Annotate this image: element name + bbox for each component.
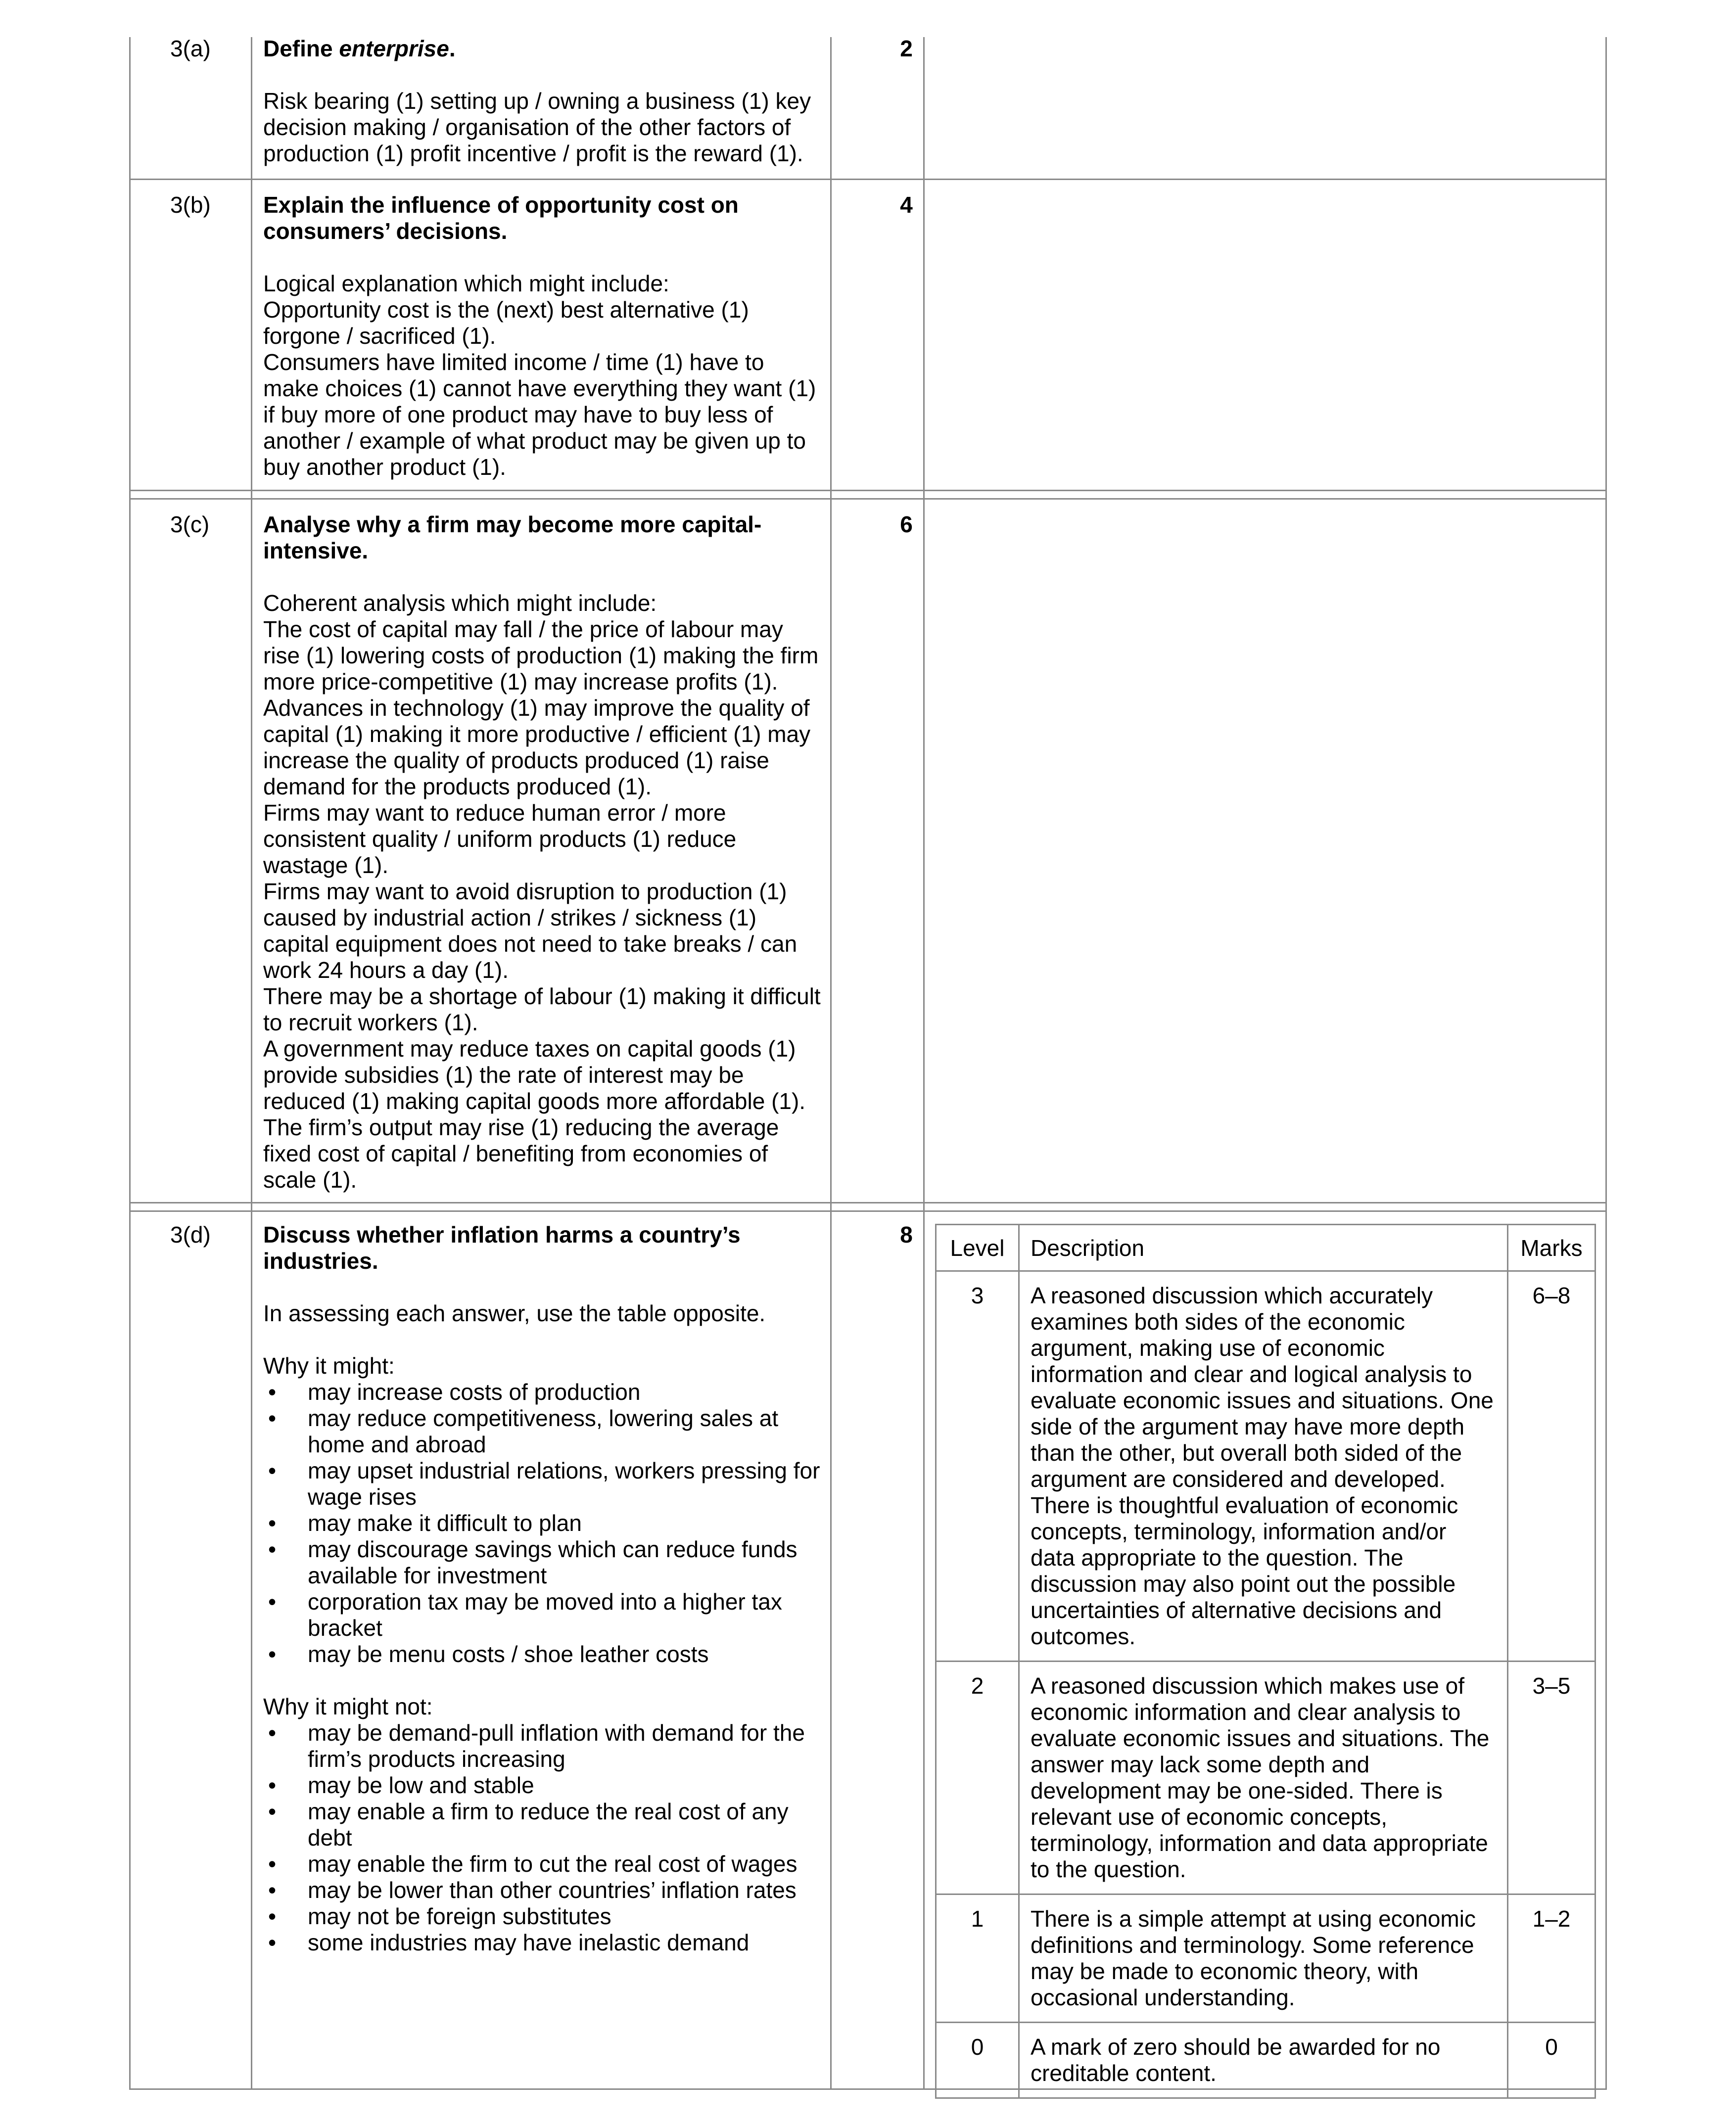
bullet-icon: • [268, 1772, 277, 1798]
question-title: Analyse why a firm may become more capital-intensive. [263, 511, 762, 563]
bullet-icon: • [268, 1903, 277, 1929]
list-item [263, 1405, 822, 1458]
column-divider-question [251, 37, 252, 2090]
list-item [263, 1720, 822, 1772]
answer-line: Opportunity cost is the (next) best alternative (1) forgone / sacrificed (1). [263, 297, 749, 349]
question-marks: 8 [900, 1222, 913, 1247]
question-number: 3(a) [170, 36, 211, 61]
list-item-text: some industries may have inelastic demand [308, 1930, 750, 1955]
question-title [263, 36, 822, 62]
row-divider-3b-a [129, 490, 1607, 491]
question-content [263, 36, 822, 167]
answer-text: Risk bearing (1) setting up / owning a business (1) key decision making / organisation of the other factors of production (1) profit incentive / profit is the reward (1). [263, 88, 811, 166]
header-marks: Marks [1508, 1225, 1595, 1271]
level-cell: 1 [936, 1894, 1019, 2023]
list-item [263, 1536, 822, 1589]
answer-line: Consumers have limited income / time (1) have to make choices (1) cannot have everything they want (1) if buy more of one product may have to buy less of another / example of what product may be given up to buy another product (1). [263, 349, 816, 480]
row-divider-3c-b [129, 1210, 1607, 1212]
title-text: Define [263, 36, 339, 61]
description-cell: A reasoned discussion which accurately examines both sides of the economic argument, making use of economic information and clear and logical analysis to evaluate economic issues and situations. One side of the argument may have more depth than the other, but overall both sided of the argument are considered and developed. There is thoughtful evaluation of economic concepts, terminology, information and/or data appropriate to the question. The discussion may also point out the possible uncertainties of alternative decisions and outcomes. [1019, 1271, 1508, 1662]
description-cell: A mark of zero should be awarded for no creditable content. [1019, 2023, 1508, 2098]
question-marks: 2 [900, 36, 913, 61]
description-cell: There is a simple attempt at using economic definitions and terminology. Some reference may be made to economic theory, with occasional understanding. [1019, 1894, 1508, 2023]
row-divider-3b-b [129, 498, 1607, 500]
list-item-text: may be menu costs / shoe leather costs [308, 1641, 709, 1667]
question-content [263, 192, 822, 480]
table-header-row [936, 1225, 1595, 1271]
list-item [263, 1379, 822, 1405]
table-border-left [129, 37, 131, 2090]
answer-line: The cost of capital may fall / the price of labour may rise (1) lowering costs of production (1) making the firm more price-competitive (1) may increase profits (1). [263, 616, 819, 694]
level-cell: 3 [936, 1271, 1019, 1662]
table-row [936, 2023, 1595, 2098]
column-divider-answer [830, 37, 832, 2090]
list-item-text: may be demand-pull inflation with demand for the firm’s products increasing [308, 1720, 805, 1772]
question-title: Explain the influence of opportunity cost on consumers’ decisions. [263, 192, 739, 244]
answer-line: The firm’s output may rise (1) reducing the average fixed cost of capital / benefiting from economies of scale (1). [263, 1114, 779, 1193]
answer-line: Firms may want to reduce human error / more consistent quality / uniform products (1) reduce wastage (1). [263, 800, 737, 878]
question-marks: 6 [900, 511, 913, 537]
bullet-icon: • [268, 1536, 277, 1562]
bullet-icon: • [268, 1799, 277, 1824]
title-emphasis: enterprise [339, 36, 449, 61]
question-content [263, 511, 822, 1193]
row-divider-3a [129, 179, 1607, 180]
list-item [263, 1799, 822, 1851]
list-item [263, 1877, 822, 1903]
question-number: 3(b) [170, 192, 211, 218]
description-cell: A reasoned discussion which makes use of economic information and clear analysis to evaluate economic issues and situations. The answer may lack some depth and development may be one-sided. There is relevant use of economic concepts, terminology, information and data appropriate to the question. [1019, 1662, 1508, 1894]
list-item [263, 1458, 822, 1510]
answer-intro: Logical explanation which might include: [263, 271, 669, 296]
answer-intro: In assessing each answer, use the table opposite. [263, 1300, 766, 1326]
bullet-icon: • [268, 1458, 277, 1483]
answer-line: A government may reduce taxes on capital goods (1) provide subsidies (1) the rate of interest may be reduced (1) making capital goods more affordable (1). [263, 1036, 806, 1114]
list-item [263, 1772, 822, 1799]
table-row [936, 1271, 1595, 1662]
question-content [263, 1222, 822, 1956]
list-item-text: may make it difficult to plan [308, 1510, 582, 1536]
column-divider-marks [923, 37, 925, 2090]
bullet-icon: • [268, 1877, 277, 1903]
list-item-text: may be lower than other countries’ inflation rates [308, 1877, 797, 1903]
list-item-text: may upset industrial relations, workers pressing for wage rises [308, 1458, 820, 1510]
list-item [263, 1510, 822, 1536]
question-title: Discuss whether inflation harms a country’s industries. [263, 1222, 741, 1274]
list-item-text: may discourage savings which can reduce funds available for investment [308, 1536, 798, 1588]
question-number: 3(c) [170, 511, 210, 537]
level-cell: 2 [936, 1662, 1019, 1894]
answer-line: Advances in technology (1) may improve the quality of capital (1) making it more productive / efficient (1) may increase the quality of products produced (1) raise demand for the products produced (1). [263, 695, 811, 799]
header-description: Description [1019, 1225, 1508, 1271]
bullet-icon: • [268, 1405, 277, 1431]
marks-cell: 0 [1508, 2023, 1595, 2098]
answer-line: There may be a shortage of labour (1) making it difficult to recruit workers (1). [263, 983, 821, 1035]
list-item-text: may reduce competitiveness, lowering sales at home and abroad [308, 1405, 779, 1457]
title-suffix: . [449, 36, 456, 61]
bullet-icon: • [268, 1510, 277, 1536]
list-item-text: may increase costs of production [308, 1379, 641, 1405]
table-row [936, 1894, 1595, 2023]
table-row [936, 1662, 1595, 1894]
bullet-icon: • [268, 1930, 277, 1955]
list-item-text: corporation tax may be moved into a higher tax bracket [308, 1589, 782, 1641]
bullet-icon: • [268, 1379, 277, 1405]
answer-line: Firms may want to avoid disruption to production (1) caused by industrial action / strikes / sickness (1) capital equipment does not need to take breaks / can work 24 hours a day (1). [263, 878, 798, 983]
level-descriptor-table [935, 1224, 1596, 2099]
list-item-text: may not be foreign substitutes [308, 1903, 611, 1929]
level-cell: 0 [936, 2023, 1019, 2098]
list-item [263, 1930, 822, 1956]
bullet-icon: • [268, 1851, 277, 1877]
list-item [263, 1903, 822, 1930]
list-item [263, 1589, 822, 1641]
row-divider-3c-a [129, 1202, 1607, 1203]
list-item-text: may enable a firm to reduce the real cost of any debt [308, 1799, 789, 1850]
marks-cell: 6–8 [1508, 1271, 1595, 1662]
question-marks: 4 [900, 192, 913, 218]
might-heading: Why it might: [263, 1353, 395, 1379]
list-item-text: may enable the firm to cut the real cost of wages [308, 1851, 798, 1877]
answer-intro: Coherent analysis which might include: [263, 590, 657, 616]
list-item-text: may be low and stable [308, 1772, 534, 1798]
question-number: 3(d) [170, 1222, 211, 1247]
list-item [263, 1641, 822, 1667]
might-not-heading: Why it might not: [263, 1694, 433, 1719]
bullet-icon: • [268, 1641, 277, 1667]
bullet-icon: • [268, 1589, 277, 1615]
list-item [263, 1851, 822, 1877]
marks-cell: 1–2 [1508, 1894, 1595, 2023]
header-level: Level [936, 1225, 1019, 1271]
marks-cell: 3–5 [1508, 1662, 1595, 1894]
table-border-right [1605, 37, 1607, 2090]
bullet-icon: • [268, 1720, 277, 1746]
